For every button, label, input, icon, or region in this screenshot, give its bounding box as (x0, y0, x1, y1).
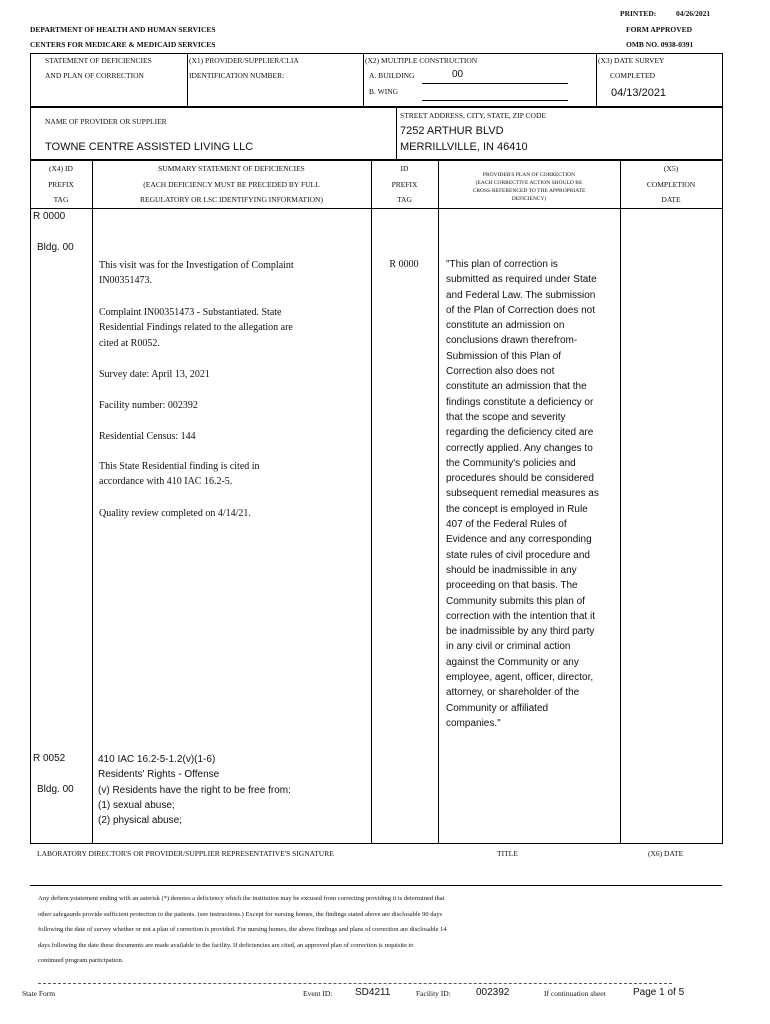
date-survey-label: (X3) DATE SURVEY (598, 56, 665, 65)
facility-id-label: Facility ID: (416, 989, 451, 998)
survey-completed-date: 04/13/2021 (611, 87, 667, 99)
continuation-label: If continuation sheet (544, 989, 606, 998)
r0000-finding-text: This State Residential finding is cited in accordance with 410 IAC 16.2-5. (99, 461, 260, 488)
plan-header-line3: CROSS-REFERENCED TO THE APPROPRIATE (472, 188, 586, 194)
r0000-survey-date: Survey date: April 13, 2021 (99, 369, 210, 380)
event-id-label: Event ID: (303, 989, 333, 998)
r0000-quality-review: Quality review completed on 4/14/21. (99, 508, 251, 519)
r0000-plan-tag: R 0000 (389, 259, 419, 270)
footer-divider (38, 983, 672, 984)
street-address: 7252 ARTHUR BLVD (400, 125, 504, 137)
r0000-building: Bldg. 00 (37, 242, 74, 253)
department-title: DEPARTMENT OF HEALTH AND HUMAN SERVICES (30, 25, 216, 34)
plan-of-correction-label: AND PLAN OF CORRECTION (45, 71, 144, 80)
summary-header-line3: REGULATORY OR LSC IDENTIFYING INFORMATION) (140, 195, 323, 204)
x5-header-line3: DATE (661, 195, 681, 204)
signature-date-label: (X6) DATE (648, 849, 684, 858)
multiple-construction-label: (X2) MULTIPLE CONSTRUCTION (365, 56, 478, 65)
director-signature-label: LABORATORY DIRECTOR'S OR PROVIDER/SUPPLIER REPRESENTATIVE'S SIGNATURE (37, 849, 334, 858)
r0000-tag: R 0000 (33, 211, 66, 222)
facility-id: 002392 (476, 987, 510, 998)
completed-label: COMPLETED (610, 71, 655, 80)
x4-header-line1: (X4) ID (49, 164, 73, 173)
r0000-complaint-text: Complaint IN00351473 - Substantiated. State Residential Findings related to the allegation are cited at R0052. (99, 307, 293, 349)
disclaimer-line3: following the date of survey whether or not a plan of correction is provided. For nursing homes, the above findings and plans of correction are disclosable 14 (38, 926, 447, 933)
form-approved: FORM APPROVED (626, 25, 693, 34)
state-form-label: State Form (22, 989, 56, 998)
r0052-text: 410 IAC 16.2-5-1.2(v)(1-6) Residents' Rights - Offense (v) Residents have the right to be free from: (1) sexual abuse; (2) physical abuse; (98, 754, 291, 827)
r0000-facility-number: Facility number: 002392 (99, 400, 198, 411)
wing-underline (422, 100, 568, 101)
provider-name: TOWNE CENTRE ASSISTED LIVING LLC (45, 141, 254, 153)
disclaimer-line4: days following the date these documents are made available to the facility. If deficiencies are cited, an approved plan of correction is requisite to (38, 942, 414, 949)
id-header-line2: PREFIX (391, 180, 418, 189)
disclaimer-line1: Any defiencystatement ending with an asterisk (*) denotes a deficiency which the institution may be excused from correcting providing it is determined that (38, 895, 445, 902)
title-label: TITLE (497, 849, 518, 858)
summary-header-line2: (EACH DEFICIENCY MUST BE PRECEDED BY FULL (143, 180, 320, 189)
omb-number: OMB NO. 0938-0391 (626, 40, 694, 49)
id-header-line3: TAG (397, 195, 412, 204)
event-id: SD4211 (355, 987, 391, 998)
signature-divider (30, 885, 722, 886)
statement-of-deficiencies-label: STATEMENT OF DEFICIENCIES (45, 56, 152, 65)
plan-header-line1: PROVIDER'S PLAN OF CORRECTION (482, 172, 576, 178)
wing-label: B. WING (369, 87, 399, 96)
page-number: Page 1 of 5 (633, 987, 685, 998)
building-label: A. BUILDING (369, 71, 415, 80)
building-value: 00 (452, 69, 464, 80)
id-header-line1: ID (400, 164, 409, 173)
x5-header-line1: (X5) (663, 164, 679, 173)
x4-header-line2: PREFIX (48, 180, 74, 189)
disclaimer-line5: continued program participation. (38, 957, 124, 964)
r0052-tag: R 0052 (33, 753, 66, 764)
disclaimer-line2: other safegaurds provide sufficient protection to the patients. (see instructions.) Except for nursing homes, the findings stated above are disclosable 90 days (38, 911, 443, 918)
printed-label: PRINTED: (620, 9, 657, 18)
x5-header-line2: COMPLETION (646, 180, 696, 189)
street-address-label: STREET ADDRESS, CITY, STATE, ZIP CODE (400, 111, 546, 120)
provider-id-label: (X1) PROVIDER/SUPPLIER/CLIA (189, 56, 299, 65)
provider-name-label: NAME OF PROVIDER OR SUPPLIER (45, 117, 167, 126)
r0000-visit-text: This visit was for the Investigation of Complaint IN00351473. (99, 260, 294, 287)
plan-header-line2: (EACH CORRECTIVE ACTION SHOULD BE (475, 180, 583, 186)
city-state-zip: MERRILLVILLE, IN 46410 (400, 141, 528, 153)
summary-header-line1: SUMMARY STATEMENT OF DEFICIENCIES (158, 164, 305, 173)
centers-title: CENTERS FOR MEDICARE & MEDICAID SERVICES (30, 40, 216, 49)
printed-date: 04/26/2021 (676, 9, 711, 18)
x4-header-line3: TAG (53, 195, 69, 204)
identification-number-label: IDENTIFICATION NUMBER: (189, 71, 285, 80)
r0052-building: Bldg. 00 (37, 784, 74, 795)
plan-header-line4: DEFICIENCY) (511, 196, 547, 202)
r0000-plan-of-correction: "This plan of correction is submitted as required under State and Federal Law. The submission of the Plan of Correction does not constitute an admission on conclusions drawn therefrom- Submission of this Plan of Correction also does not constitute an admission that the findings constitute a deficiency or that the scope and severity regarding the deficiency cited are correctly applied. Any changes to the Community's policies and procedures should be considered subsequent remedial measures as the concept is employed in Rule 407 of the Federal Rules of Evidence and any corresponding state rules of civil procedure and should be inadmissible in any proceeding on that basis. The Community submits this plan of correction with the intention that it be inadmissible by any third party in any civil or criminal action against the Community or any employee, agent, officer, director, attorney, or shareholder of the Community or affiliated companies." (446, 259, 599, 729)
building-underline (422, 83, 568, 84)
r0000-census: Residential Census: 144 (99, 431, 196, 442)
